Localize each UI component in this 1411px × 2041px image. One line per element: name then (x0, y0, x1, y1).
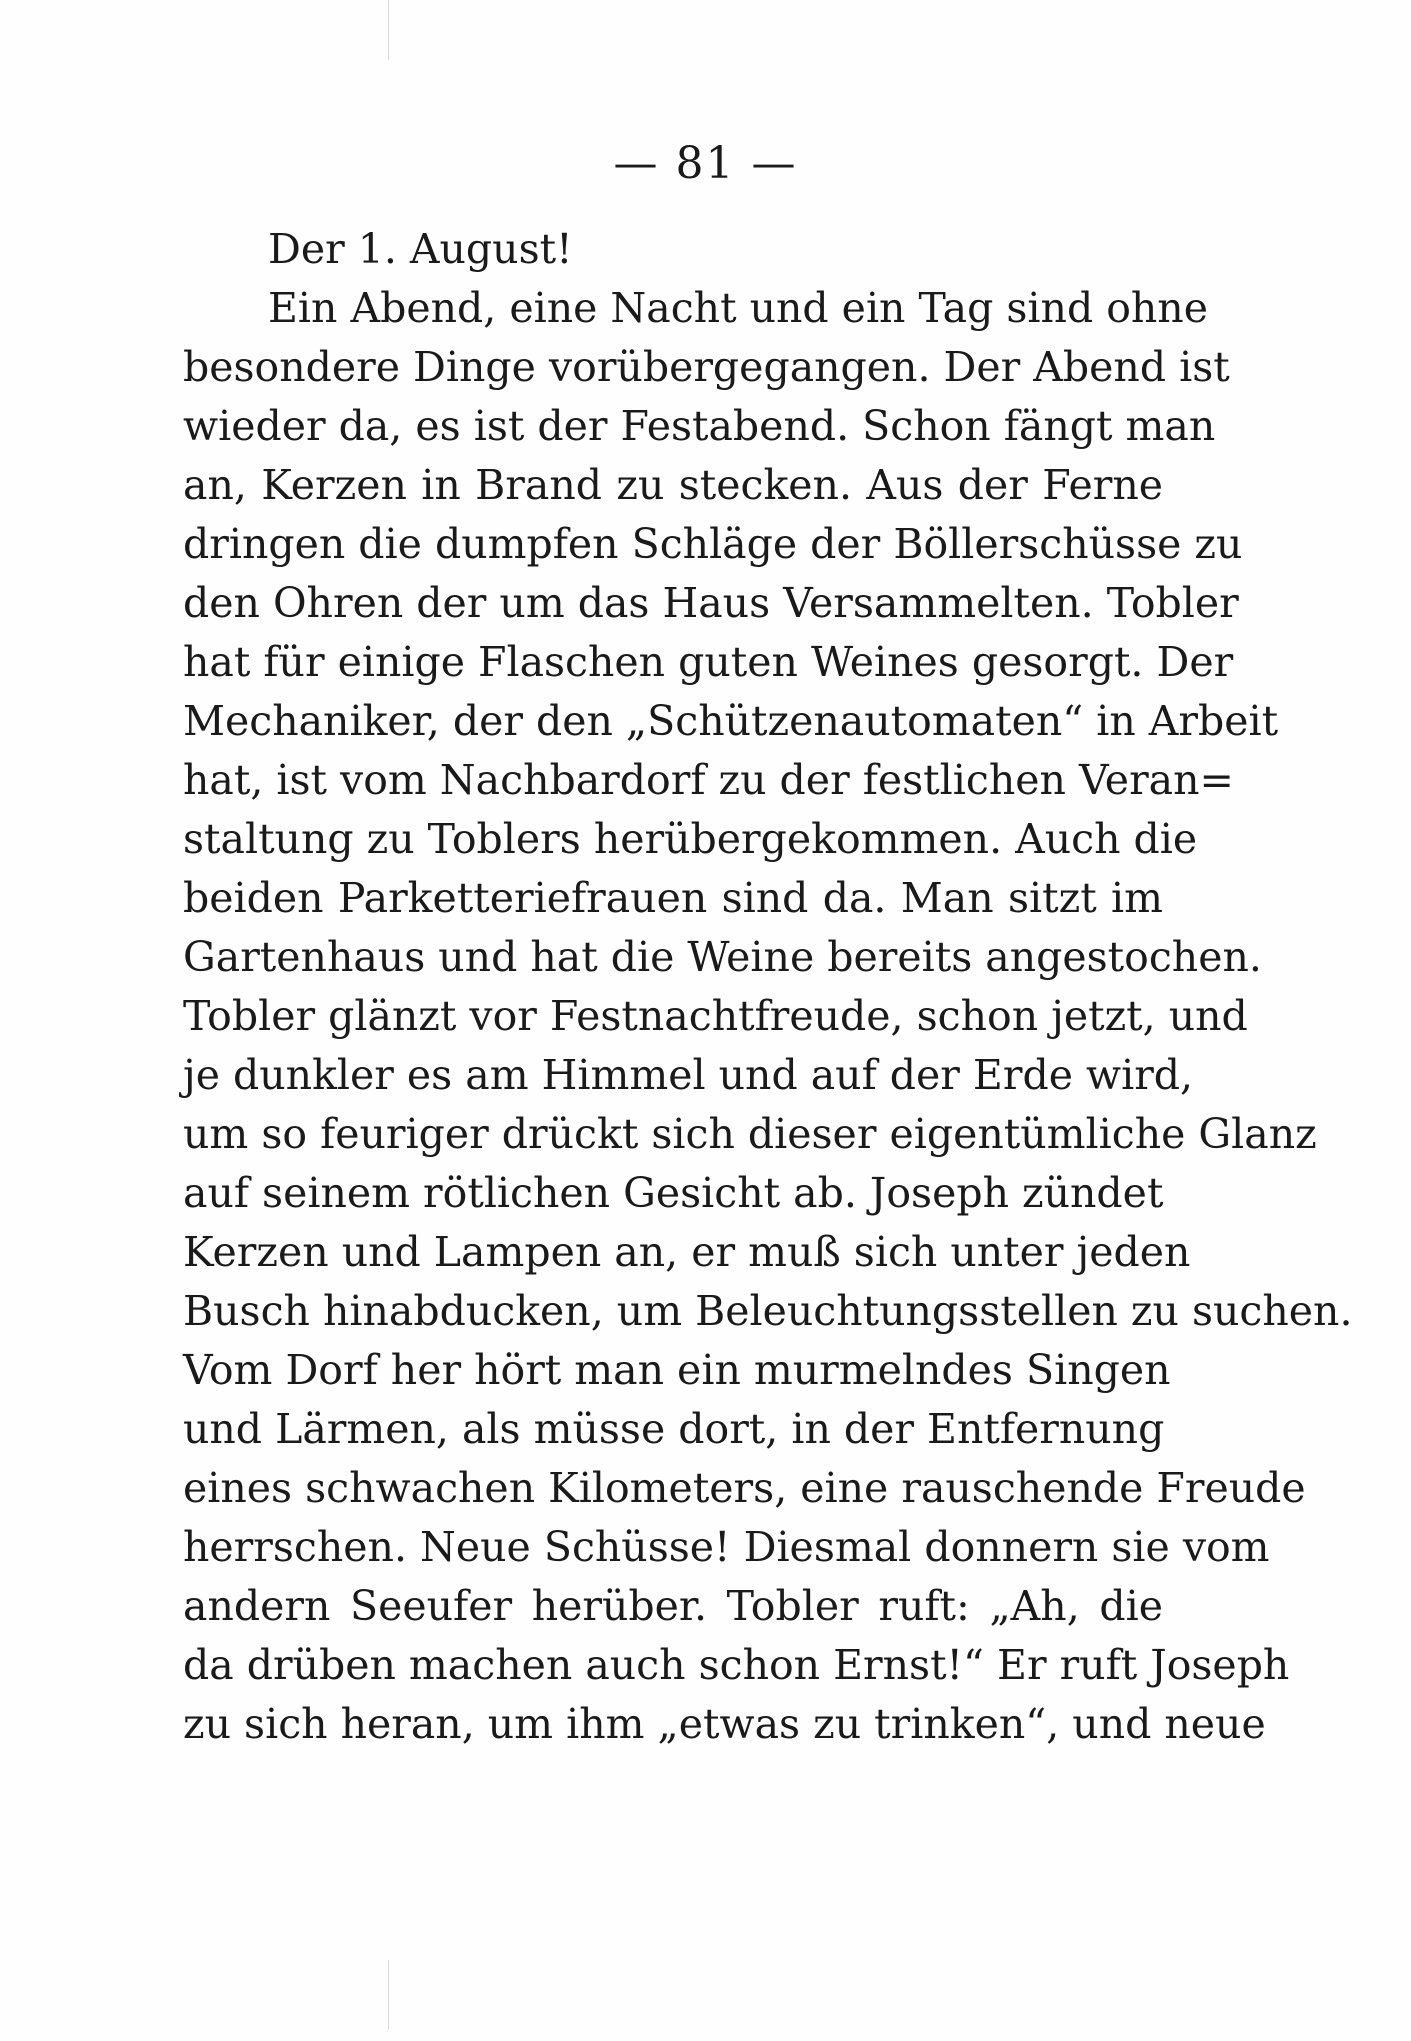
text-line: je dunkler es am Himmel und auf der Erde wird, (183, 1051, 1194, 1099)
text-line: andern Seeufer herüber. Tobler ruft: „Ah, die (183, 1582, 1163, 1630)
text-line: dringen die dumpfen Schläge der Böllerschüsse zu (183, 520, 1243, 568)
text-line: Ein Abend, eine Nacht und ein Tag sind ohne (268, 284, 1208, 332)
text-line: Gartenhaus und hat die Weine bereits angestochen. (183, 933, 1262, 981)
text-line: zu sich heran, um ihm „etwas zu trinken“, und neue (183, 1700, 1266, 1748)
body-text (183, 220, 1353, 1754)
text-line: hat für einige Flaschen guten Weines gesorgt. Der (183, 638, 1234, 686)
text-line: Busch hinabducken, um Beleuchtungsstellen zu suchen. (183, 1287, 1353, 1335)
text-line: Mechaniker, der den „Schützenautomaten“ in Arbeit (183, 697, 1279, 745)
text-line: und Lärmen, als müsse dort, in der Entfernung (183, 1405, 1165, 1453)
text-line: Der 1. August! (268, 225, 573, 273)
text-line: auf seinem rötlichen Gesicht ab. Joseph zündet (183, 1169, 1164, 1217)
scan-edge-mark (388, 0, 389, 60)
text-line: an, Kerzen in Brand zu stecken. Aus der Ferne (183, 461, 1163, 509)
text-line: Kerzen und Lampen an, er muß sich unter jeden (183, 1228, 1191, 1276)
text-line: eines schwachen Kilometers, eine rauschende Freude (183, 1464, 1306, 1512)
text-line: Tobler glänzt vor Festnachtfreude, schon jetzt, und (183, 992, 1248, 1040)
text-line: um so feuriger drückt sich dieser eigentümliche Glanz (183, 1110, 1317, 1158)
text-line: besondere Dinge vorübergegangen. Der Abend ist (183, 343, 1230, 391)
text-line: staltung zu Toblers herübergekommen. Auch die (183, 815, 1198, 863)
page-number: — 81 — (613, 138, 798, 189)
text-line: den Ohren der um das Haus Versammelten. Tobler (183, 579, 1239, 627)
text-line: beiden Parketteriefrauen sind da. Man sitzt im (183, 874, 1163, 922)
scan-edge-mark (388, 1960, 389, 2030)
text-line: Vom Dorf her hört man ein murmelndes Singen (183, 1346, 1171, 1394)
text-line: wieder da, es ist der Festabend. Schon fängt man (183, 402, 1216, 450)
text-line: herrschen. Neue Schüsse! Diesmal donnern sie vom (183, 1523, 1270, 1571)
text-line: da drüben machen auch schon Ernst!“ Er ruft Joseph (183, 1641, 1290, 1689)
text-line: hat, ist vom Nachbardorf zu der festlichen Veran= (183, 756, 1234, 804)
